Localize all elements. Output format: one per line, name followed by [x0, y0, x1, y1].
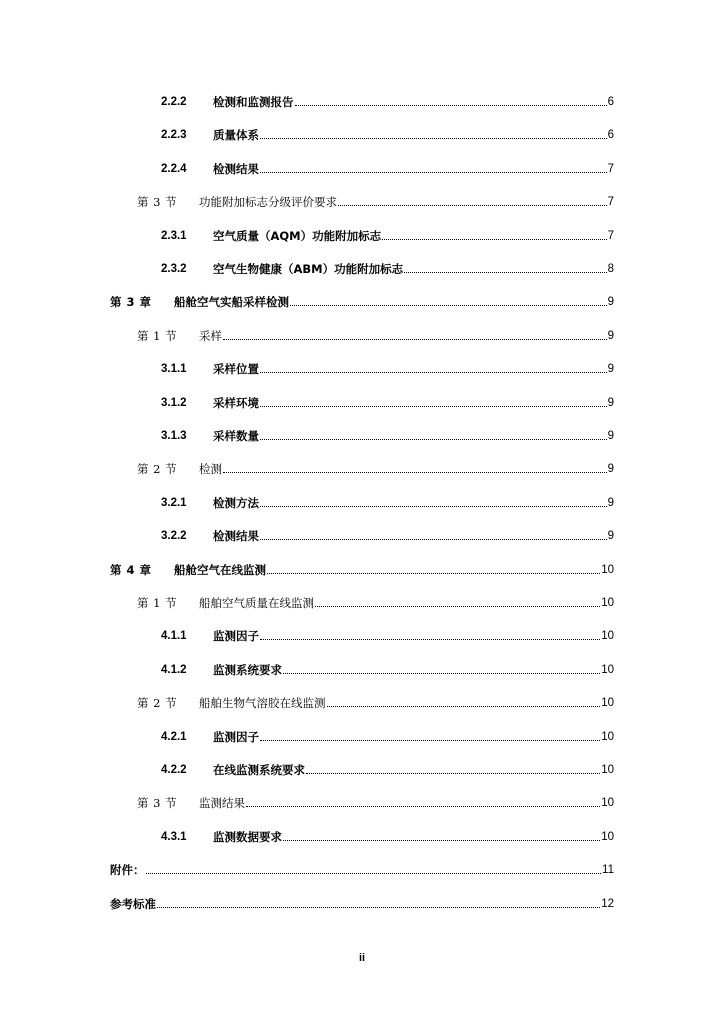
toc-entry-number: 3.2.2 [161, 530, 187, 543]
toc-entry[interactable] [161, 657, 614, 677]
toc-entry[interactable] [161, 89, 614, 109]
toc-entry-number: 4.1.1 [161, 630, 187, 643]
toc-entry-title: 监测结果 [199, 796, 245, 811]
dot-leader [223, 471, 607, 473]
toc-entry-title: 参考标准 [110, 896, 156, 911]
toc-entry[interactable] [161, 156, 614, 176]
dot-leader [283, 672, 600, 674]
toc-entry-number: 2.2.4 [161, 162, 187, 175]
toc-entry-number: 第 3 章 [110, 295, 152, 310]
toc-entry[interactable] [137, 590, 614, 610]
dot-leader [283, 839, 600, 841]
toc-entry-title: 监测数据要求 [213, 829, 282, 844]
dot-leader [146, 872, 602, 874]
toc-entry[interactable] [110, 557, 614, 577]
toc-entry-title: 船舶空气质量在线监测 [199, 596, 314, 610]
toc-entry-page: 10 [601, 663, 614, 676]
toc-entry-title: 附件： [110, 863, 145, 878]
toc-entry[interactable] [137, 790, 614, 810]
toc-entry[interactable] [161, 256, 614, 276]
toc-entry[interactable] [161, 122, 614, 142]
toc-entry-number: 第 1 节 [137, 596, 178, 610]
toc-entry[interactable] [161, 824, 614, 844]
dot-leader [157, 906, 600, 908]
dot-leader [260, 739, 600, 741]
toc-entry-number: 4.2.1 [161, 730, 187, 743]
toc-entry[interactable] [110, 891, 614, 911]
toc-entry-number: 第 2 节 [137, 696, 178, 711]
dot-leader [260, 438, 607, 440]
dot-leader [260, 371, 607, 373]
toc-entry-number: 4.1.2 [161, 663, 187, 676]
toc-entry-title: 采样环境 [213, 395, 259, 410]
toc-entry-title: 空气质量（AQM）功能附加标志 [213, 228, 382, 243]
toc-entry-number: 3.1.1 [161, 363, 187, 376]
dot-leader [260, 137, 607, 139]
toc-entry-page: 9 [607, 296, 614, 309]
toc-entry-number: 3.2.1 [161, 496, 187, 509]
toc-entry-page: 10 [601, 764, 614, 776]
toc-entry-number: 2.2.3 [161, 129, 187, 142]
toc-entry-page: 10 [601, 730, 614, 743]
dot-leader [260, 405, 607, 407]
toc-entry[interactable] [161, 223, 614, 243]
toc-entry-number: 第 4 章 [110, 562, 152, 577]
toc-entry-number: 2.2.2 [161, 96, 187, 108]
toc-entry-title: 功能附加标志分级评价要求 [199, 195, 337, 210]
toc-entry[interactable] [161, 390, 614, 410]
toc-entry-number: 3.1.2 [161, 396, 187, 409]
dot-leader [327, 705, 601, 707]
toc-entry[interactable] [161, 623, 614, 643]
toc-entry-title: 船舱空气在线监测 [174, 562, 266, 577]
dot-leader [223, 338, 607, 340]
toc-entry-title: 在线监测系统要求 [213, 763, 305, 777]
toc-entry[interactable] [161, 490, 614, 510]
toc-entry[interactable] [110, 857, 614, 877]
toc-entry[interactable] [110, 289, 614, 309]
toc-entry-page: 9 [607, 329, 614, 342]
toc-entry-title: 监测系统要求 [213, 662, 282, 677]
toc-entry-page: 11 [602, 864, 614, 877]
toc-entry[interactable] [161, 757, 614, 777]
toc-entry[interactable] [137, 323, 614, 343]
toc-entry-page: 9 [607, 530, 614, 543]
toc-entry-number: 第 3 节 [137, 195, 178, 210]
toc-entry-page: 6 [607, 129, 614, 142]
dot-leader [315, 605, 600, 607]
toc-entry[interactable] [161, 724, 614, 744]
dot-leader [306, 772, 600, 774]
toc-entry-page: 7 [607, 196, 614, 209]
toc-entry-number: 3.1.3 [161, 430, 187, 442]
toc-entry-number: 第 2 节 [137, 462, 178, 477]
toc-entry-number: 4.3.1 [161, 830, 187, 843]
toc-entry-page: 12 [601, 897, 614, 910]
dot-leader [260, 638, 600, 640]
toc-entry-title: 采样数量 [213, 429, 259, 443]
toc-entry[interactable] [137, 189, 614, 209]
toc-entry-page: 10 [601, 630, 614, 643]
dot-leader [404, 271, 606, 273]
toc-entry-page: 9 [607, 363, 614, 376]
toc-entry-page: 6 [607, 96, 614, 108]
toc-entry-page: 8 [607, 263, 614, 275]
dot-leader [290, 304, 607, 306]
toc-entry-title: 检测结果 [213, 529, 259, 544]
toc-entry-page: 7 [607, 162, 614, 175]
toc-entry-title: 空气生物健康（ABM）功能附加标志 [213, 262, 404, 276]
toc-entry-title: 采样位置 [213, 362, 259, 377]
toc-entry-page: 10 [601, 563, 614, 576]
toc-entry[interactable] [137, 690, 614, 710]
dot-leader [295, 104, 607, 106]
toc-entry-number: 4.2.2 [161, 764, 187, 776]
toc-entry-title: 船舶生物气溶胶在线监测 [199, 696, 326, 711]
toc-entry[interactable] [137, 456, 614, 476]
toc-entry[interactable] [161, 356, 614, 376]
toc-entry-page: 10 [601, 797, 614, 810]
dot-leader [382, 238, 606, 240]
toc-entry-title: 检测结果 [213, 161, 259, 176]
dot-leader [338, 204, 607, 206]
dot-leader [267, 572, 600, 574]
dot-leader [260, 538, 607, 540]
toc-entry-title: 检测和监测报告 [213, 95, 294, 109]
toc-entry-number: 第 1 节 [137, 328, 178, 343]
toc-entry-title: 船舱空气实船采样检测 [174, 295, 289, 310]
toc-entry-title: 检测方法 [213, 495, 259, 510]
toc-entry-number: 2.3.1 [161, 229, 187, 242]
toc-entry-page: 9 [607, 496, 614, 509]
page-number-footer: ii [358, 952, 366, 964]
toc-entry-page: 9 [607, 396, 614, 409]
toc-entry-page: 10 [601, 597, 614, 609]
toc-entry-page: 10 [601, 697, 614, 710]
toc-entry-page: 10 [601, 830, 614, 843]
toc-entry-page: 9 [607, 430, 614, 442]
toc-entry[interactable] [161, 523, 614, 543]
toc-entry-page: 7 [607, 229, 614, 242]
dot-leader [246, 805, 600, 807]
toc-entry-title: 监测因子 [213, 629, 259, 644]
toc-entry-number: 2.3.2 [161, 263, 187, 275]
toc-entry-number: 第 3 节 [137, 796, 178, 811]
toc-entry[interactable] [161, 423, 614, 443]
toc-entry-title: 检测 [199, 462, 222, 477]
toc-entry-title: 采样 [199, 328, 222, 343]
dot-leader [260, 171, 607, 173]
toc-entry-page: 9 [607, 463, 614, 476]
dot-leader [260, 505, 607, 507]
toc-entry-title: 监测因子 [213, 729, 259, 744]
toc-entry-title: 质量体系 [213, 128, 259, 143]
